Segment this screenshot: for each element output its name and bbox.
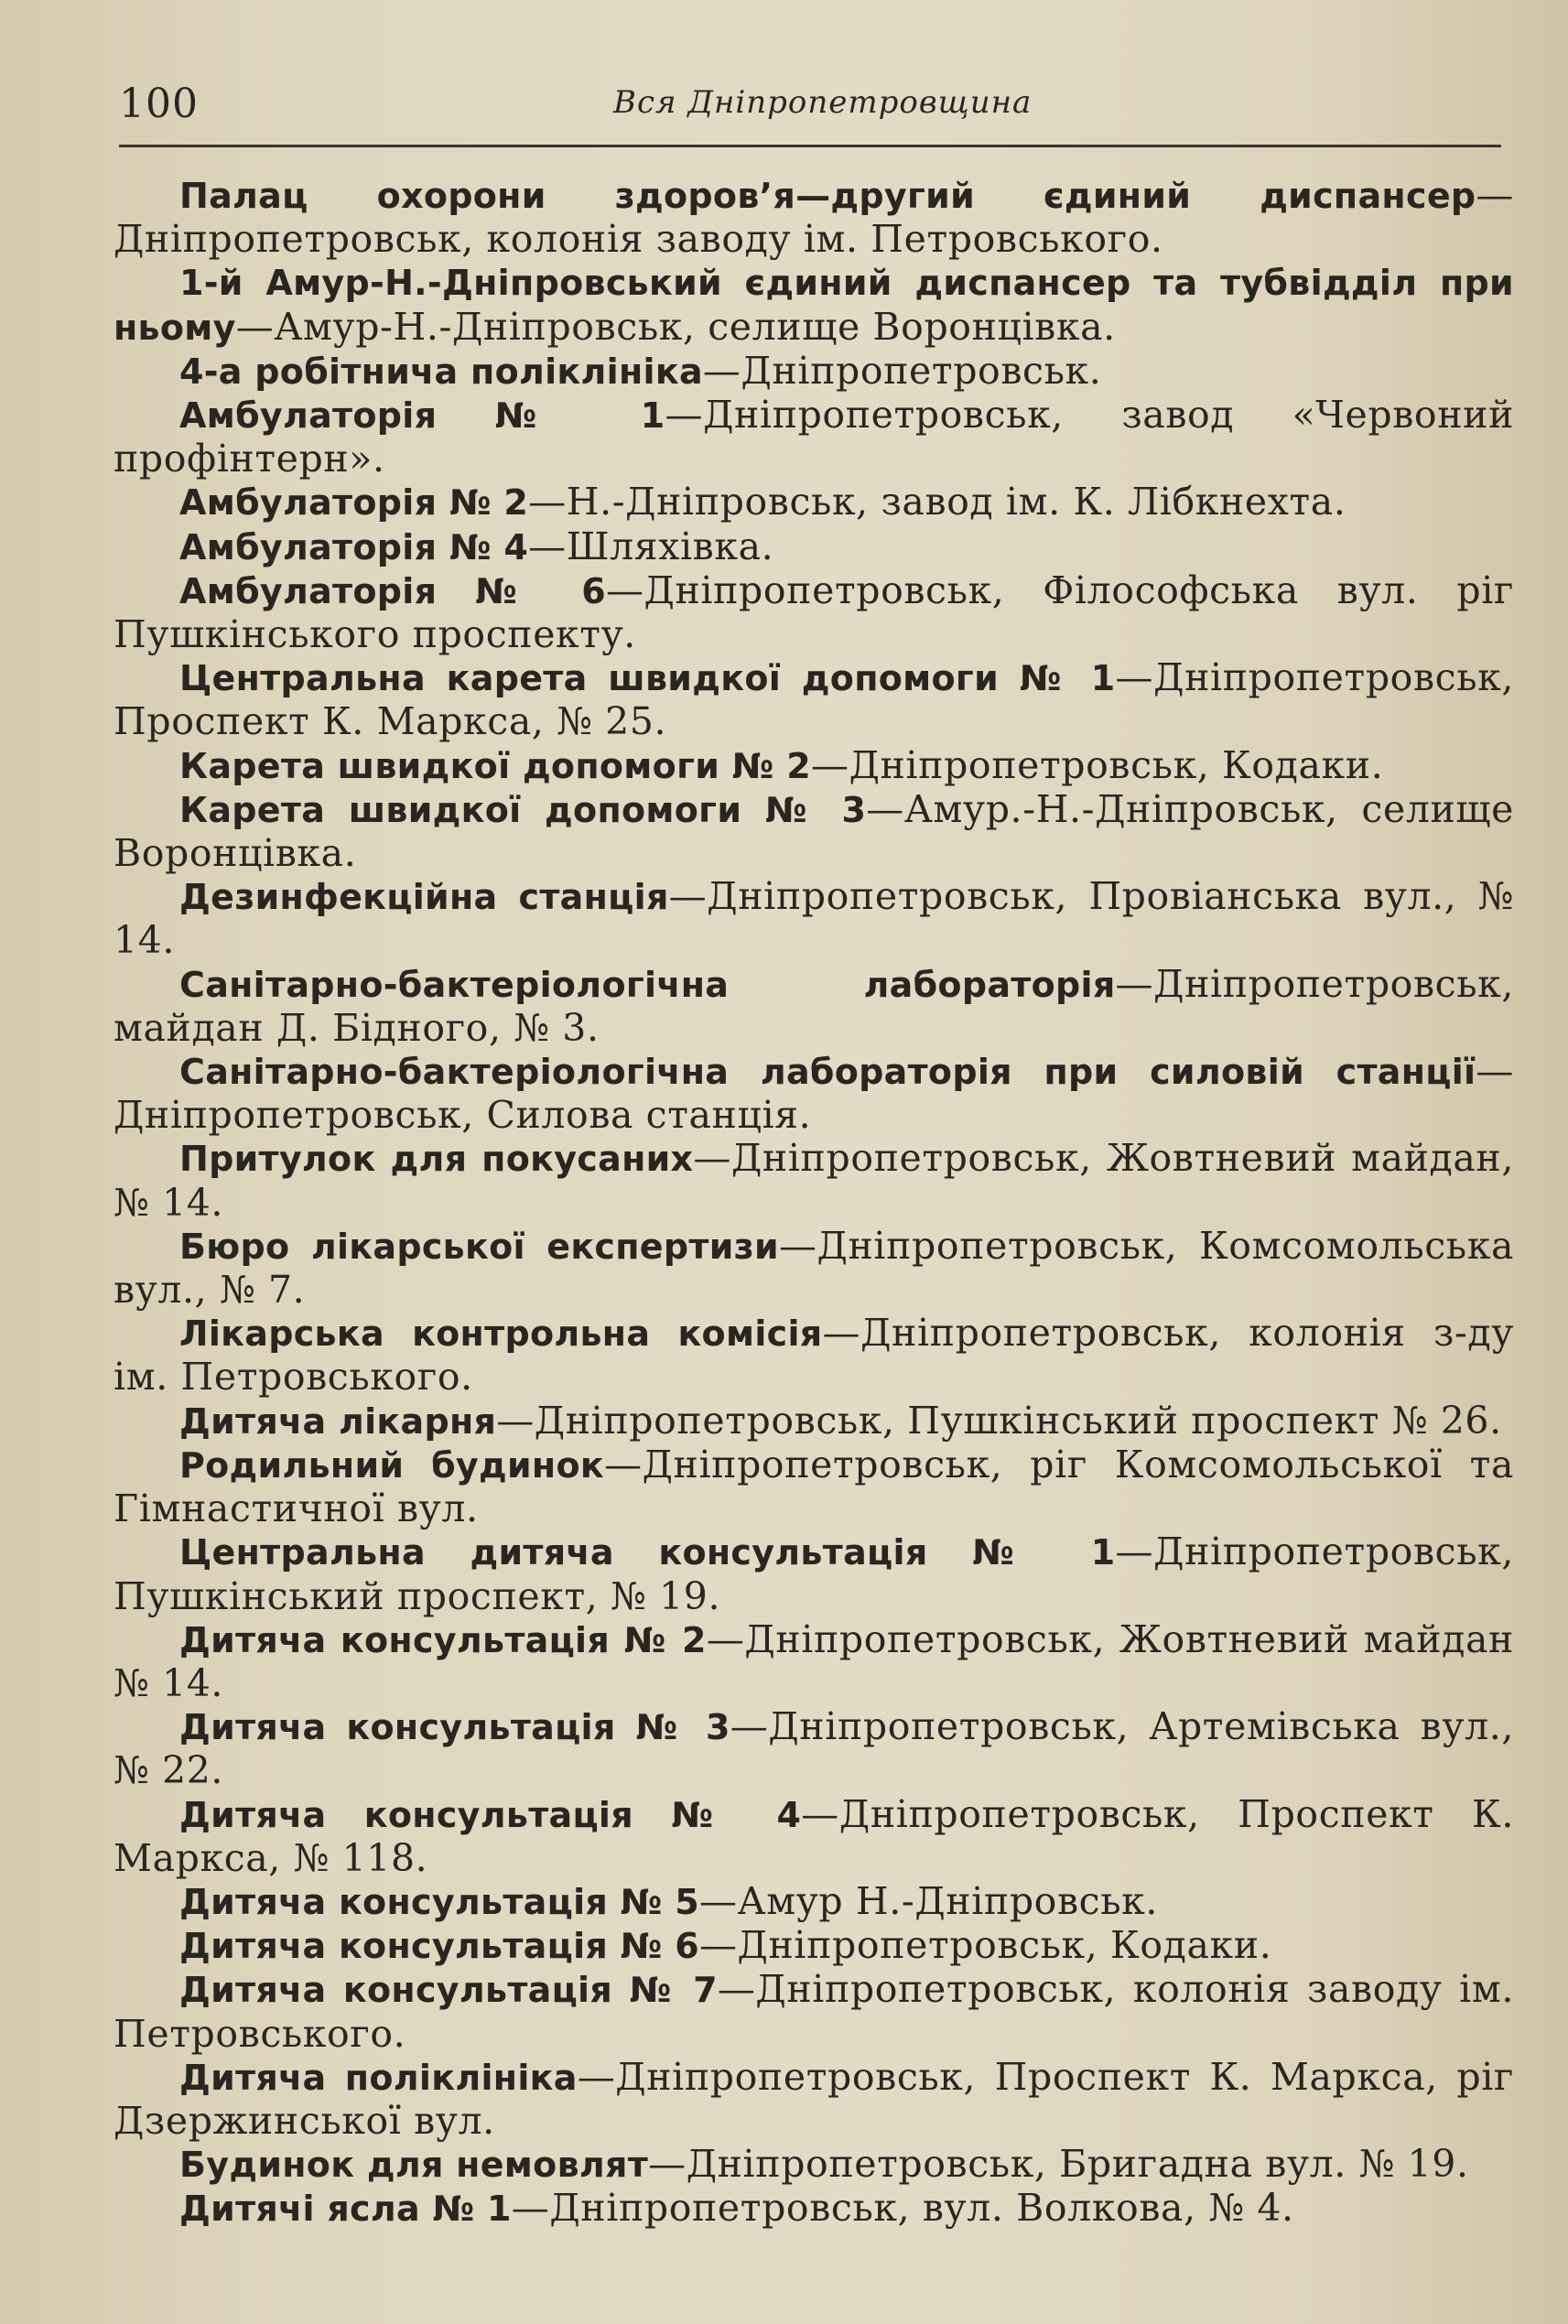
entry-detail: —Дніпропетровськ, колонія з-ду ім. Петровського.: [114, 1311, 1514, 1400]
entry-detail: —Дніпропетровськ, завод «Червоний профінтерн».: [114, 393, 1514, 481]
entry-name: Центральна дитяча консультація № 1: [179, 1532, 1116, 1573]
directory-entry: [114, 1530, 1514, 1617]
entry-name: Санітарно-бактеріологічна лабораторія при силовій станції: [179, 1052, 1476, 1093]
directory-entry: [114, 1880, 1514, 1924]
entry-name: Дитяча консультація № 5: [179, 1881, 699, 1922]
entry-detail: —Дніпропетровськ, вул. Волкова, № 4.: [511, 2186, 1294, 2231]
entry-name: Лікарська контрольна комісія: [179, 1313, 823, 1355]
entry-detail: —Дніпропетровськ, Силова станція.: [114, 1049, 1514, 1138]
entry-detail: —Дніпропетровськ, Філософська вул. ріг Пушкінського проспекту.: [114, 567, 1514, 657]
entry-detail: —Дніпропетровськ, Жовтневий майдан, № 14.: [114, 1136, 1514, 1225]
page-header: [119, 71, 1501, 147]
entry-detail: —Дніпропетровськ, Провіанська вул., № 14.: [114, 874, 1514, 963]
entry-detail: —Шляхівка.: [528, 524, 774, 568]
entry-detail: —Дніпропетровськ, Пушкінський проспект, № 19.: [114, 1530, 1514, 1618]
entry-detail: —Амур Н.-Дніпровськ.: [698, 1878, 1158, 1923]
entry-name: Дитяча консультація № 4: [179, 1794, 802, 1835]
directory-entry: [114, 1793, 1514, 1880]
directory-entry: [114, 1225, 1514, 1312]
entry-detail: —Дніпропетровськ, Проспект К. Маркса, ріг Дзержинської вул.: [114, 2054, 1514, 2143]
entry-detail: —Дніпропетровськ, Проспект К. Маркса, № 118.: [114, 1791, 1514, 1880]
entry-detail: —Дніпропетровськ, Пушкінський проспект № 26.: [496, 1398, 1502, 1443]
entry-detail: —Дніпропетровськ, майдан Д. Бідного, № 3.: [114, 961, 1514, 1050]
entry-detail: —Дніпропетровськ, Проспект К. Маркса, № 25.: [114, 655, 1514, 744]
directory-entry: [114, 744, 1514, 788]
directory-entry: [114, 656, 1514, 743]
directory-entry: [114, 2056, 1514, 2143]
directory-entry: [114, 350, 1514, 394]
directory-entry: [114, 261, 1514, 349]
directory-entry: [114, 1705, 1514, 1792]
entry-name: Дитяча консультація № 7: [179, 1970, 718, 2011]
entry-name: Амбулаторія № 2: [179, 482, 529, 524]
running-title: Вся Дніпропетровщина: [613, 84, 1033, 121]
entry-name: Санітарно-бактеріологічна лабораторія: [179, 964, 1116, 1005]
directory-entry: [114, 1400, 1514, 1443]
entry-name: Дитяча поліклініка: [179, 2057, 578, 2098]
directory-entry: [114, 1137, 1514, 1224]
directory-list: [114, 174, 1514, 2232]
entry-name: Карета швидкої допомоги № 2: [179, 745, 811, 786]
directory-entry: [114, 875, 1514, 962]
entry-detail: —Дніпропетровськ, Комсомольська вул., № 7.: [114, 1223, 1514, 1313]
entry-detail: —Дніпропетровськ, колонія заводу ім. Петровського.: [114, 173, 1514, 262]
directory-entry: [114, 394, 1514, 481]
entry-detail: —Дніпропетровськ.: [702, 348, 1102, 393]
page-number: 100: [119, 81, 199, 127]
directory-entry: [114, 963, 1514, 1050]
directory-entry: [114, 2143, 1514, 2187]
directory-entry: [114, 1618, 1514, 1705]
entry-name: Карета швидкої допомоги № 3: [179, 789, 867, 830]
entry-detail: —Дніпропетровськ, Жовтневий майдан № 14.: [114, 1616, 1514, 1705]
entry-detail: —Амур.-Н.-Дніпровськ, селище Воронцівка.: [114, 786, 1515, 876]
entry-name: Дитяча консультація № 3: [179, 1707, 730, 1748]
entry-name: Бюро лікарської експертизи: [179, 1226, 779, 1267]
directory-entry: [114, 2187, 1514, 2231]
directory-entry: [114, 174, 1514, 261]
entry-detail: —Дніпропетровськ, колонія заводу ім. Петровського.: [114, 1967, 1514, 2056]
directory-entry: [114, 525, 1514, 569]
entry-name: Амбулаторія № 6: [179, 570, 606, 611]
entry-name: 1-й Амур-Н.-Дніпровський єдиний диспансер та тубвідділ при ньому: [114, 263, 1514, 348]
entry-detail: —Дніпропетровськ, Кодаки.: [810, 742, 1384, 787]
entry-name: Дитячі ясла № 1: [179, 2189, 512, 2230]
directory-entry: [114, 1443, 1514, 1530]
entry-name: Дезинфекційна станція: [179, 877, 669, 918]
entry-name: Палац охорони здоров’я—другий єдиний диспансер: [179, 176, 1476, 216]
entry-detail: —Дніпропетровськ, Кодаки.: [698, 1923, 1272, 1968]
directory-entry: [114, 569, 1514, 656]
directory-entry: [114, 1924, 1514, 1968]
directory-entry: [114, 481, 1514, 524]
directory-entry: [114, 1968, 1514, 2055]
entry-name: Дитяча консультація № 2: [179, 1619, 707, 1660]
entry-name: Дитяча лікарня: [179, 1400, 497, 1442]
entry-detail: —Дніпропетровськ, Артемівська вул., № 22.: [114, 1704, 1514, 1793]
entry-detail: —Дніпропетровськ, Бригадна вул. № 19.: [648, 2142, 1469, 2187]
directory-entry: [114, 1050, 1514, 1137]
directory-entry: [114, 1312, 1514, 1399]
entry-name: Будинок для немовлят: [179, 2145, 649, 2186]
entry-name: Родильний будинок: [179, 1444, 604, 1486]
entry-detail: —Амур-Н.-Дніпровськ, селище Воронцівка.: [235, 304, 1116, 349]
directory-entry: [114, 788, 1514, 875]
entry-name: Центральна карета швидкої допомоги № 1: [179, 658, 1116, 699]
entry-name: Притулок для покусаних: [179, 1139, 694, 1180]
entry-name: Дитяча консультація № 6: [179, 1926, 699, 1967]
entry-name: Амбулаторія № 1: [179, 395, 665, 437]
entry-detail: —Дніпропетровськ, ріг Комсомольської та Гімнастичної вул.: [114, 1442, 1514, 1531]
entry-name: 4-а робітнича поліклініка: [179, 351, 703, 392]
entry-name: Амбулаторія № 4: [179, 526, 529, 567]
entry-detail: —Н.-Дніпровськ, завод ім. К. Лібкнехта.: [528, 480, 1346, 524]
